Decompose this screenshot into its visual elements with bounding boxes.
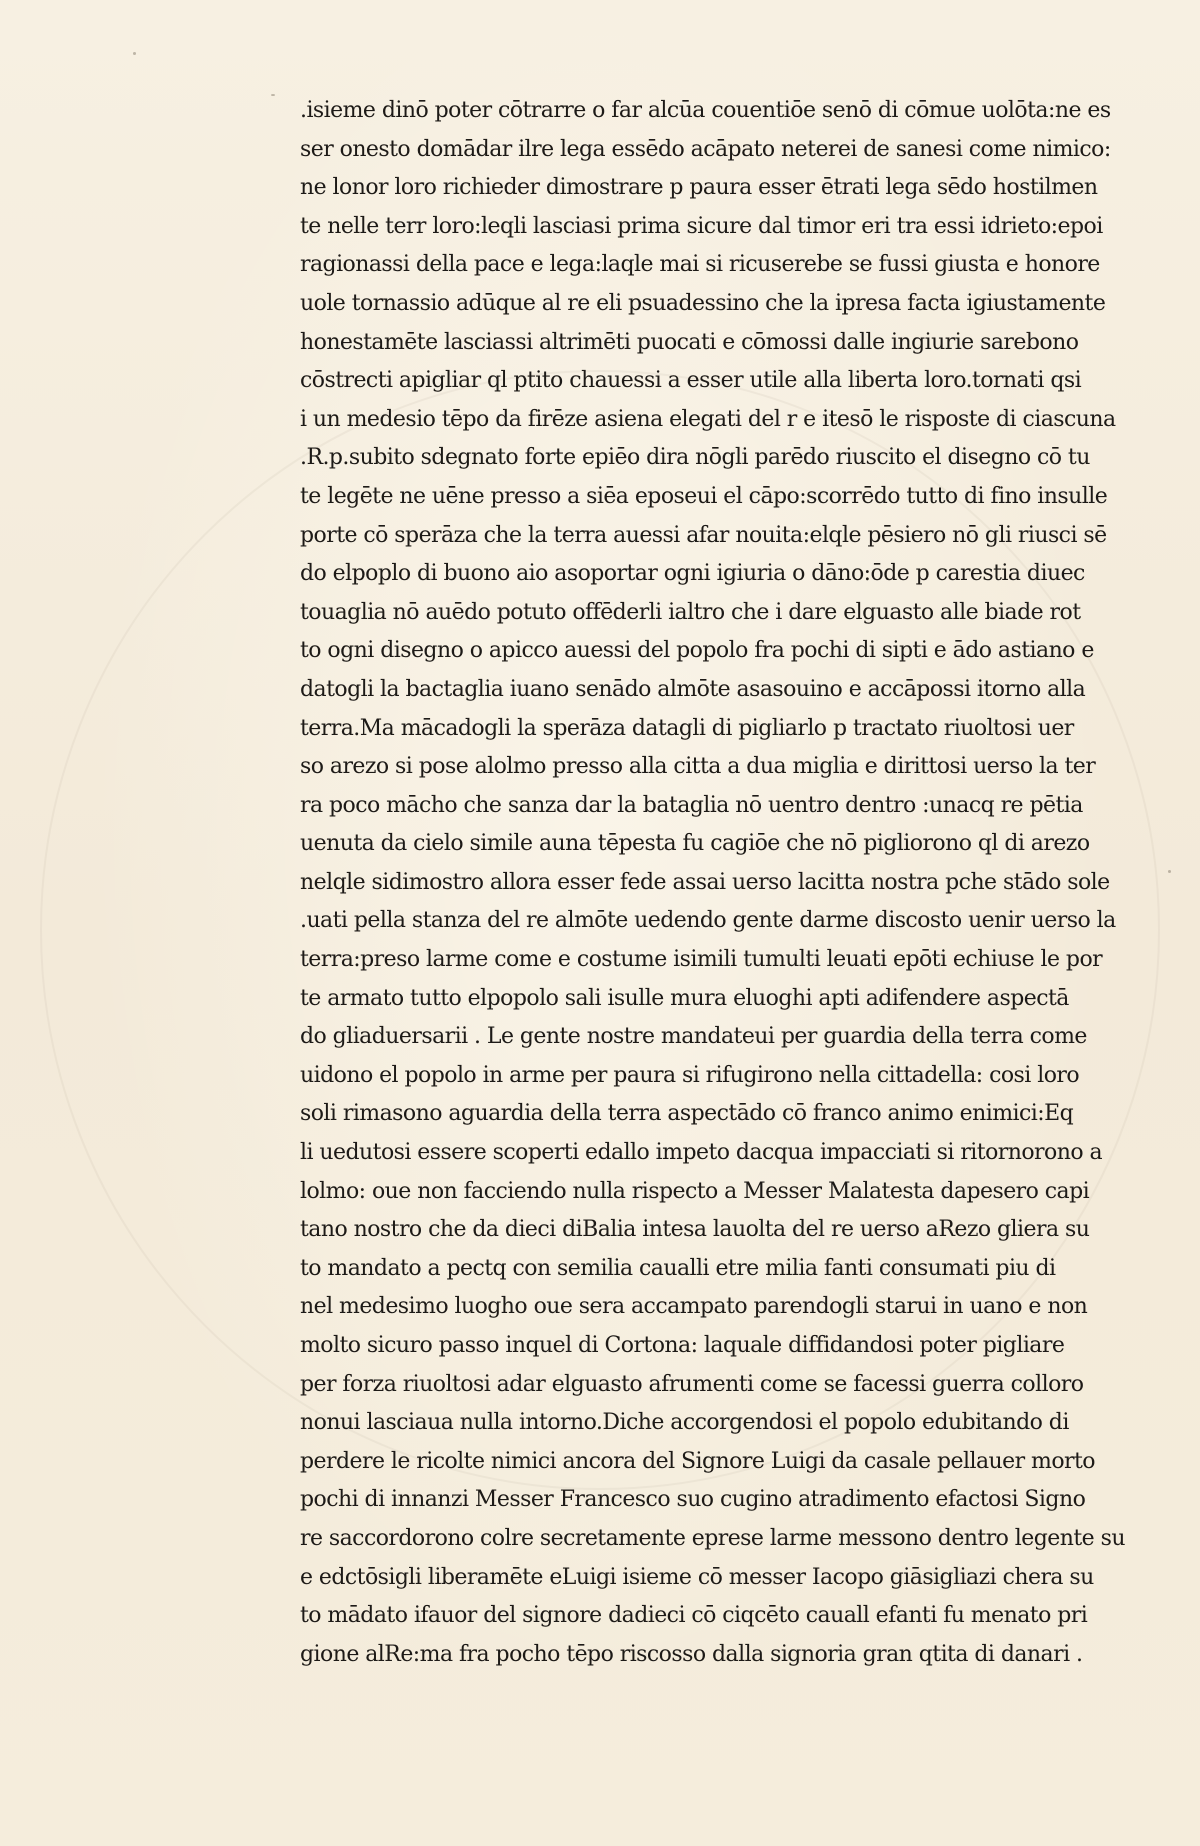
text-line: terra.Ma mācadogli la sperāza datagli di pigliarlo p tractato riuoltosi uer [300,715,1074,741]
text-line: gione alRe:ma fra pocho tēpo riscosso dalla signoria gran qtita di danari . [300,1641,1083,1667]
paper-speck [1168,870,1171,873]
text-line: touaglia nō auēdo potuto offēderli ialtro che i dare elguasto alle biade rot [300,599,1081,625]
text-line: ne lonor loro richieder dimostrare p paura esser ētrati lega sēdo hostilmen [300,175,1098,201]
text-line: to mandato a pectq con semilia caualli etre milia fanti consumati piu di [300,1255,1056,1281]
text-line: nelqle sidimostro allora esser fede assai uerso lacitta nostra pche stādo sole [300,869,1110,895]
text-line: soli rimasono aguardia della terra aspectādo cō franco animo enimici:Eq [300,1101,1074,1127]
text-line: per forza riuoltosi adar elguasto afrumenti come se facessi guerra colloro [300,1371,1084,1397]
text-line: li uedutosi essere scoperti edallo impeto dacqua impacciati si ritornorono a [300,1140,1103,1166]
text-line: nel medesimo luogho oue sera accampato parendogli starui in uano e non [300,1294,1088,1320]
text-line: datogli la bactaglia iuano senādo almōte asasouino e accāpossi itorno alla [300,676,1086,702]
text-line: uenuta da cielo simile auna tēpesta fu cagiōe che nō pigliorono ql di arezo [300,831,1090,857]
text-line: tano nostro che da dieci diBalia intesa lauolta del re uerso aRezo gliera su [300,1217,1090,1243]
text-line: terra:preso larme come e costume isimili tumulti leuati epōti echiuse le por [300,947,1103,973]
text-line: porte cō sperāza che la terra auessi afar nouita:elqle pēsiero nō gli riusci sē [300,522,1107,548]
text-line: .uati pella stanza del re almōte uedendo gente darme discosto uenir uerso la [300,908,1116,934]
text-line: to ogni disegno o apicco auessi del popolo fra pochi di sipti e ādo astiano e [300,638,1094,664]
text-line: ser onesto domādar ilre lega essēdo acāpato neterei de sanesi come nimico: [300,136,1111,162]
paper-speck [271,94,275,96]
text-line: te nelle terr loro:leqli lasciasi prima sicure dal timor eri tra essi idrieto:epoi [300,213,1103,239]
text-line: ragionassi della pace e lega:laqle mai si ricuserebe se fussi giusta e honore [300,252,1100,278]
text-line: re saccordorono colre secretamente eprese larme messono dentro legente su [300,1525,1125,1551]
text-line: uole tornassio adūque al re eli psuadessino che la ipresa facta igiustamente [300,290,1106,316]
text-line: do gliaduersarii . Le gente nostre mandateui per guardia della terra come [300,1024,1087,1050]
text-line: cōstrecti apigliar ql ptito chauessi a esser utile alla liberta loro.tornati qsi [300,368,1082,394]
text-line: perdere le ricolte nimici ancora del Signore Luigi da casale pellauer morto [300,1448,1095,1474]
paper-speck [133,52,136,55]
text-line: honestamēte lasciassi altrimēti puocati e cōmossi dalle ingiurie sarebono [300,329,1079,355]
incunabulum-text-block [300,92,1140,1674]
text-line: lolmo: oue non facciendo nulla rispecto a Messer Malatesta dapesero capi [300,1178,1090,1204]
text-line: te armato tutto elpopolo sali isulle mura eluoghi apti adifendere aspectā [300,985,1069,1011]
text-line: molto sicuro passo inquel di Cortona: laquale diffidandosi poter pigliare [300,1333,1065,1358]
text-line: nonui lasciaua nulla intorno.Diche accorgendosi el popolo edubitando di [300,1410,1069,1436]
text-line: te legēte ne uēne presso a siēa eposeui el cāpo:scorrēdo tutto di fino insulle [300,483,1108,509]
text-line: ra poco mācho che sanza dar la bataglia nō uentro dentro :unacq re pētia [300,792,1083,818]
text-line: so arezo si pose alolmo presso alla citta a dua miglia e dirittosi uerso la ter [300,754,1096,780]
text-line: to mādato ifauor del signore dadieci cō ciqcēto cauall efanti fu menato pri [300,1603,1088,1629]
text-line: .R.p.subito sdegnato forte epiēo dira nōgli parēdo riuscito el disegno cō tu [300,445,1090,471]
text-line: .isieme dinō poter cōtrarre o far alcūa couentiōe senō di cōmue uolōta:ne es [300,98,1111,123]
text-line: do elpoplo di buono aio asoportar ogni igiuria o dāno:ōde p carestia diuec [300,561,1085,587]
text-line: i un medesio tēpo da firēze asiena elegati del r e itesō le risposte di ciascuna [300,406,1116,432]
text-line: pochi di innanzi Messer Francesco suo cugino atradimento efactosi Signo [300,1487,1086,1513]
text-line: uidono el popolo in arme per paura si rifugirono nella cittadella: cosi loro [300,1062,1080,1088]
text-line: e edctōsigli liberamēte eLuigi isieme cō messer Iacopo giāsigliazi chera su [300,1564,1094,1590]
